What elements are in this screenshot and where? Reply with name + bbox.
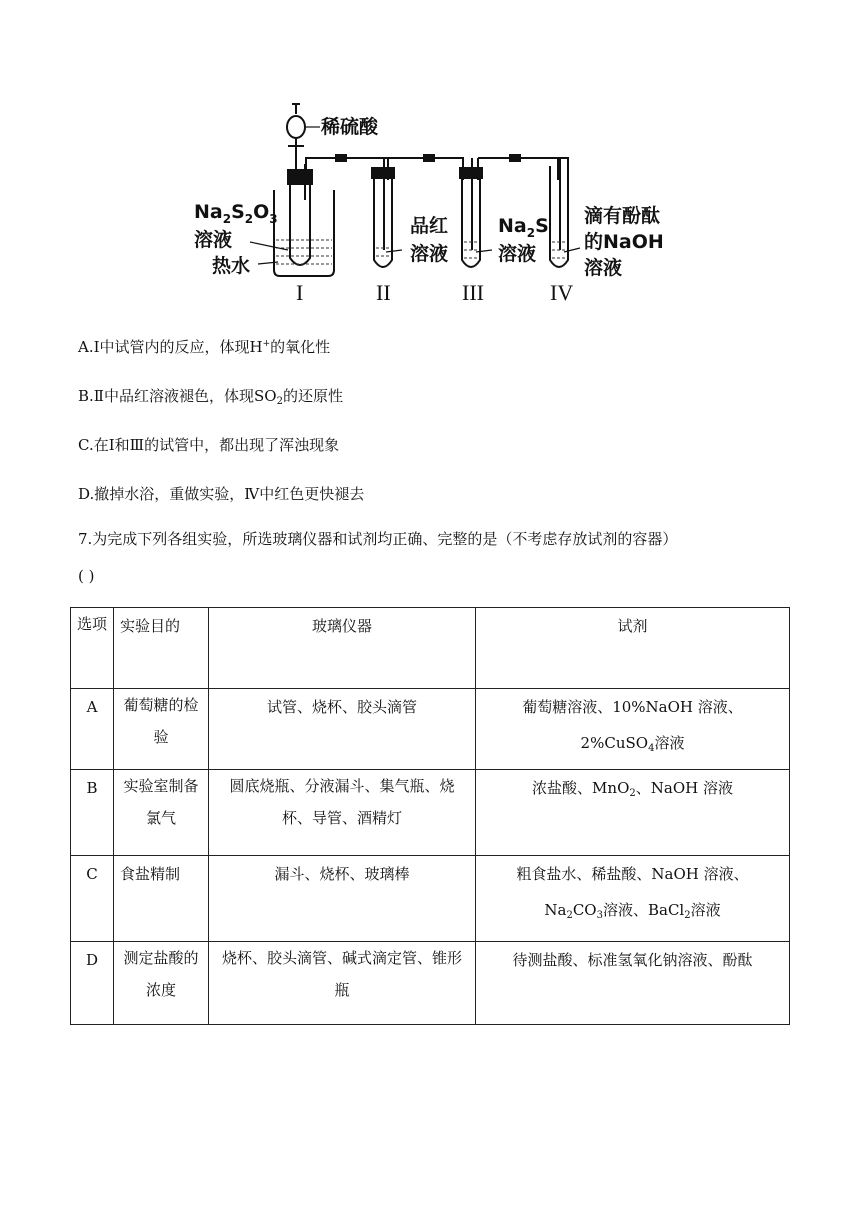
row-aim: 食盐精制 bbox=[114, 856, 209, 942]
row-aim: 葡萄糖的检验 bbox=[114, 689, 209, 770]
label-acid: 稀硫酸 bbox=[321, 116, 379, 138]
apparatus-figure bbox=[188, 100, 668, 310]
header-reagent: 试剂 bbox=[476, 608, 790, 689]
header-option: 选项 bbox=[71, 608, 114, 689]
row-glassware: 烧杯、胶头滴管、碱式滴定管、锥形瓶 bbox=[209, 942, 476, 1025]
row-reagent: 浓盐酸、MnO$_2$、NaOH 溶液 bbox=[476, 770, 790, 856]
option-d: D.撤掉水浴，重做实验，Ⅳ中红色更快褪去 bbox=[78, 485, 365, 503]
row-aim: 测定盐酸的浓度 bbox=[114, 942, 209, 1025]
table-row bbox=[71, 942, 790, 1025]
row-option: C bbox=[71, 856, 114, 942]
option-a: A.Ⅰ中试管内的反应，体现H+的氧化性 bbox=[78, 338, 331, 356]
header-aim: 实验目的 bbox=[114, 608, 209, 689]
label-hot-water: 热水 bbox=[212, 255, 251, 277]
label-na2s: $Na_2S$ bbox=[498, 215, 549, 240]
row-option: B bbox=[71, 770, 114, 856]
test-tube-1 bbox=[290, 184, 310, 265]
row-reagent: 待测盐酸、标准氢氧化钠溶液、酚酞 bbox=[476, 942, 790, 1025]
option-b: B.Ⅱ中品红溶液褪色，体现$SO_2$的还原性 bbox=[78, 387, 343, 407]
numeral-3: III bbox=[462, 280, 484, 305]
table-header-row bbox=[71, 608, 790, 689]
row-glassware: 漏斗、烧杯、玻璃棒 bbox=[209, 856, 476, 942]
table-row bbox=[71, 856, 790, 942]
answer-blank: ( ) bbox=[78, 567, 95, 585]
label-phenol-3: 溶液 bbox=[584, 257, 623, 279]
header-glassware: 玻璃仪器 bbox=[209, 608, 476, 689]
option-c: C.在Ⅰ和Ⅲ的试管中，都出现了浑浊现象 bbox=[78, 436, 340, 454]
label-phenol-1: 滴有酚酞 bbox=[584, 205, 661, 227]
row-glassware: 试管、烧杯、胶头滴管 bbox=[209, 689, 476, 770]
row-option: A bbox=[71, 689, 114, 770]
row-option: D bbox=[71, 942, 114, 1025]
label-pinhong: 品红 bbox=[410, 215, 449, 237]
row-reagent: 粗食盐水、稀盐酸、NaOH 溶液、 $Na_2CO_3$溶液、BaCl$_2$溶液 bbox=[476, 856, 790, 942]
label-thio-solution: 溶液 bbox=[194, 229, 233, 251]
numeral-1: I bbox=[296, 280, 304, 305]
label-phenol-2: 的NaOH bbox=[584, 231, 664, 253]
label-pinhong-solution: 溶液 bbox=[410, 243, 449, 265]
table-row bbox=[71, 770, 790, 856]
label-thio: $Na_2S_2O_3$ bbox=[194, 201, 278, 226]
numeral-2: II bbox=[376, 280, 391, 305]
row-reagent: 葡萄糖溶液、10%NaOH 溶液、 2%CuSO$_4$溶液 bbox=[476, 689, 790, 770]
stopper-1 bbox=[288, 170, 312, 184]
row-glassware: 圆底烧瓶、分液漏斗、集气瓶、烧杯、导管、酒精灯 bbox=[209, 770, 476, 856]
table-row bbox=[71, 689, 790, 770]
experiment-table bbox=[70, 607, 790, 1025]
funnel-bulb bbox=[287, 116, 305, 138]
row-aim: 实验室制备氯气 bbox=[114, 770, 209, 856]
numeral-4: IV bbox=[550, 280, 574, 305]
question-7: 7.为完成下列各组实验，所选玻璃仪器和试剂均正确、完整的是（不考虑存放试剂的容器） bbox=[78, 530, 678, 548]
label-na2s-solution: 溶液 bbox=[498, 243, 537, 265]
